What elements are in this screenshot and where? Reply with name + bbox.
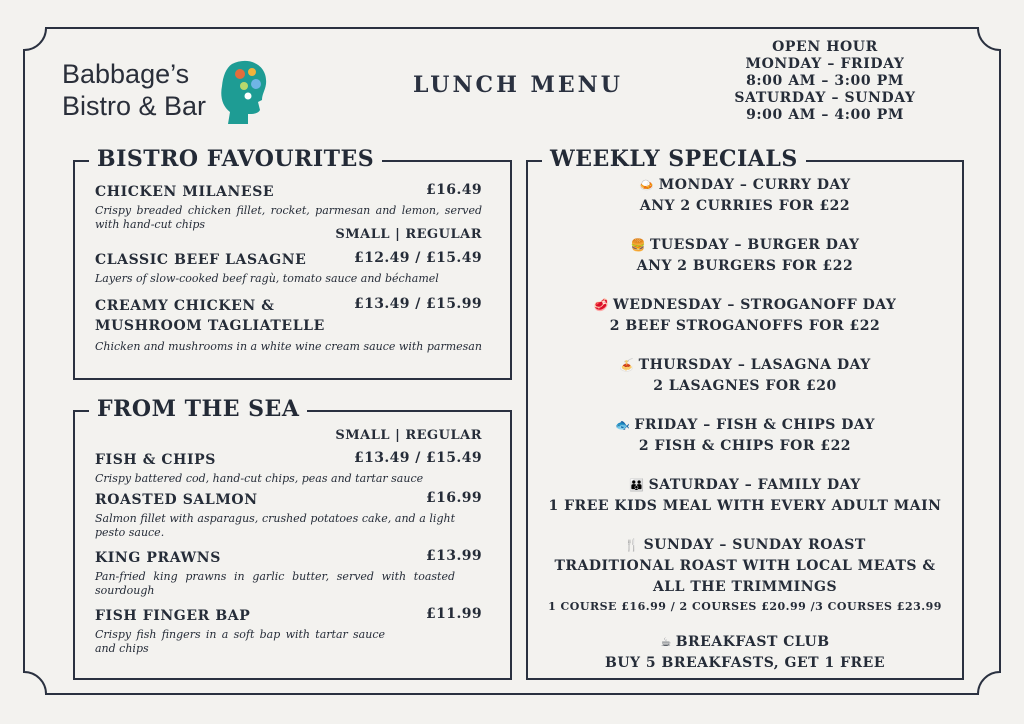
menu-item [95,548,482,598]
item-name: ROASTED SALMON [95,492,258,508]
from-the-sea-heading: FROM THE SEA [89,396,307,422]
hours-heading: OPEN HOUR [772,39,878,55]
special-title: TUESDAY – BURGER DAY [649,237,860,253]
page-title: LUNCH MENU [413,72,623,98]
weekend-label: SATURDAY – SUNDAY [734,90,916,106]
menu-item [95,296,482,354]
item-name: CLASSIC BEEF LASAGNE [95,252,307,268]
item-name: FISH FINGER BAP [95,608,251,624]
coffee-icon: ☕ [660,635,672,649]
special-offer: 2 BEEF STROGANOFFS FOR £22 [609,318,881,334]
brain-gears-icon [218,58,274,128]
special-item [528,632,962,674]
special-offer: TRADITIONAL ROAST WITH LOCAL MEATS & ALL THE TRIMMINGS [554,558,936,595]
weekly-specials-section [526,146,964,680]
special-title: BREAKFAST CLUB [675,634,830,650]
menu-item [95,606,482,656]
special-item [528,295,962,337]
curry-icon: 🍛 [639,178,655,192]
item-description: Crispy fish fingers in a soft bap with tartar sauce and chips [95,628,385,655]
item-description: Salmon fillet with asparagus, crushed potatoes cake, and a light pesto sauce. [95,512,455,539]
item-price: £11.99 [426,606,482,622]
weekly-specials-heading: WEEKLY SPECIALS [542,146,806,172]
item-description: Layers of slow-cooked beef ragù, tomato sauce and béchamel [95,272,439,285]
special-title: WEDNESDAY – STROGANOFF DAY [613,297,897,313]
menu-item [95,450,482,486]
family-icon: 👪 [629,478,645,492]
item-name: KING PRAWNS [95,550,221,566]
item-description: Pan-fried king prawns in garlic butter, served with toasted sourdough [95,570,455,597]
logo-line-2: Bistro & Bar [62,91,207,121]
burger-icon: 🍔 [630,238,646,252]
favourites-heading: BISTRO FAVOURITES [89,146,382,172]
special-title: SUNDAY – SUNDAY ROAST [643,537,866,553]
special-title: FRIDAY – FISH & CHIPS DAY [634,417,876,433]
logo-text [62,58,206,122]
special-title: SATURDAY – FAMILY DAY [648,477,861,493]
item-price: £13.49 / £15.49 [353,450,482,466]
cutlery-icon: 🍴 [624,538,640,552]
special-item [528,415,962,457]
logo [62,58,272,130]
special-item [528,175,962,217]
special-offer: 2 LASAGNES FOR £20 [653,378,837,394]
special-item [528,235,962,277]
logo-line-1: Babbage’s [62,59,190,89]
opening-hours [720,39,930,124]
special-title: THURSDAY – LASAGNA DAY [638,357,871,373]
lasagna-icon: 🍝 [619,358,635,372]
menu-item [95,490,482,540]
item-price: £13.49 / £15.99 [353,296,482,312]
size-label: SMALL | REGULAR [335,227,482,242]
special-item [528,355,962,397]
special-item [528,475,962,517]
special-offer: BUY 5 BREAKFASTS, GET 1 FREE [604,655,885,671]
special-title: MONDAY – CURRY DAY [658,177,851,193]
fish-icon: 🐟 [614,418,631,432]
menu-item [95,182,482,232]
weekday-label: MONDAY – FRIDAY [745,56,905,72]
special-offer: ANY 2 BURGERS FOR £22 [636,258,854,274]
item-price: £16.49 [426,182,482,198]
weekday-time: 8:00 AM – 3:00 PM [746,73,904,89]
item-name: CREAMY CHICKEN & MUSHROOM TAGLIATELLE [95,298,325,334]
special-offer: 1 FREE KIDS MEAL WITH EVERY ADULT MAIN [548,498,942,514]
favourites-section [73,146,512,380]
item-description: Chicken and mushrooms in a white wine cream sauce with parmesan [95,340,482,353]
item-price: £13.99 [426,548,482,564]
item-price: £16.99 [426,490,482,506]
special-offer: ANY 2 CURRIES FOR £22 [639,198,851,214]
item-name: FISH & CHIPS [95,452,216,468]
from-the-sea-section [73,396,512,680]
item-price: £12.49 / £15.49 [353,250,482,266]
item-description: Crispy battered cod, hand-cut chips, peas and tartar sauce [95,472,424,485]
meat-icon: 🥩 [593,298,610,312]
item-description: Crispy breaded chicken fillet, rocket, parmesan and lemon, served with hand-cut chips [95,204,482,231]
item-name: CHICKEN MILANESE [95,184,275,200]
special-offer: 2 FISH & CHIPS FOR £22 [638,438,852,454]
special-item [528,535,962,616]
special-prices: 1 COURSE £16.99 / 2 COURSES £20.99 /3 COURSES £23.99 [548,600,942,613]
weekend-time: 9:00 AM – 4:00 PM [746,107,904,123]
size-label: SMALL | REGULAR [335,428,482,443]
menu-item [95,250,482,286]
